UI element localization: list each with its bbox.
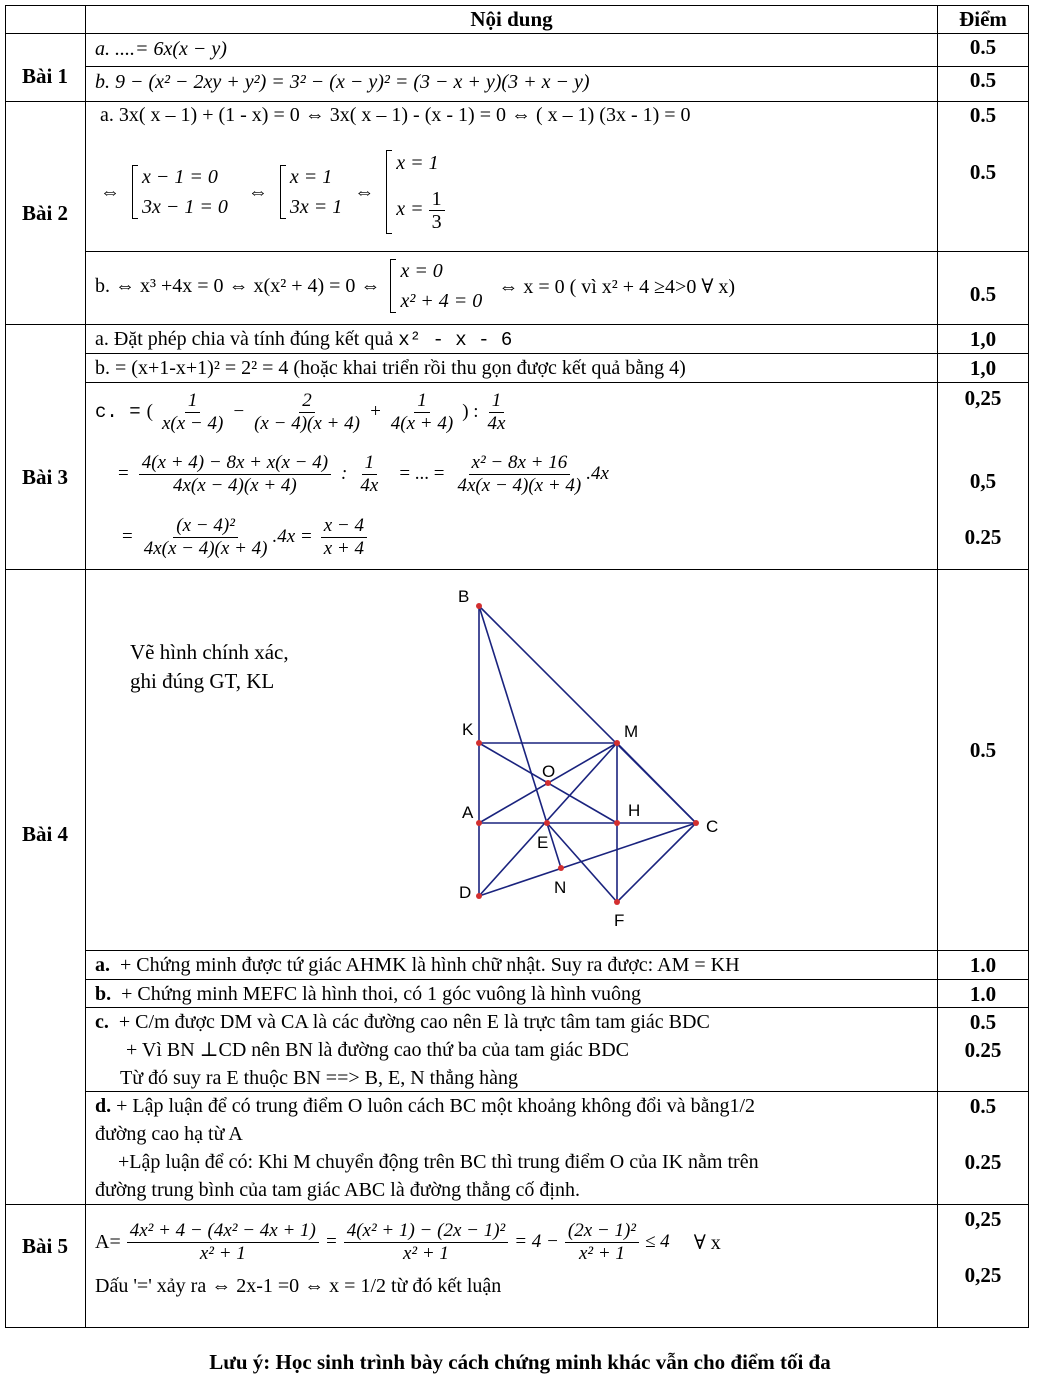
bai2-system-2: x = 1 3x = 1 (280, 162, 342, 222)
bai2-score-a2: 0.5 (969, 160, 997, 184)
bai3-score-c2: 0,5 (969, 469, 997, 493)
bai4-score-a: 1.0 (969, 953, 997, 977)
label-A: A (462, 803, 474, 822)
point-C (693, 820, 699, 826)
bai3-score-c3: 0.25 (964, 525, 1002, 549)
row-label-bai2: Bài 2 (21, 201, 69, 225)
label-B: B (458, 587, 470, 606)
bai4-score-d2: 0.25 (964, 1150, 1002, 1174)
bai5-score-2: 0,25 (964, 1263, 1002, 1287)
point-E (544, 820, 550, 826)
label-K: K (462, 720, 474, 739)
bai5-line2: Dấu '=' xảy ra ⇔ 2x-1 =0 ⇔ x = 1/2 từ đó kết luận (95, 1275, 502, 1297)
bai5-score-1: 0,25 (964, 1207, 1002, 1231)
point-M (614, 740, 620, 746)
row-label-bai4: Bài 4 (21, 822, 69, 846)
header-content: Nội dung (470, 7, 553, 31)
bai4-a: a. + Chứng minh được tứ giác AHMK là hình chữ nhật. Suy ra được: AM = KH (95, 954, 740, 976)
bai4-b: b. + Chứng minh MEFC là hình thoi, có 1 góc vuông là hình vuông (95, 983, 642, 1005)
label-H: H (628, 801, 641, 820)
bai2-a: a. 3x( x – 1) + (1 - x) = 0 ⇔ 3x( x – 1) - (x - 1) = 0 ⇔ ( x – 1) (3x - 1) = 0 (100, 104, 691, 126)
bai4-score-d1: 0.5 (969, 1094, 997, 1118)
equiv-symbol: ⇔ (354, 180, 375, 203)
point-D (476, 893, 482, 899)
label-C: C (706, 817, 719, 836)
bai3-c-line3: = $\frac{\text{(x − 4)²}}{4x(x - 4)(x + 4)}$ .4x = $\frac{x - 4}{x + 4}$ (122, 511, 367, 563)
bai4-d1: d. + Lập luận để có trung điểm O luôn cách BC một khoảng không đổi và bằng1/2 (95, 1095, 756, 1117)
bai3-c-line2: = $\frac{4(x + 4) - 8x + x(x - 4)}{4x(x - 4)(x + 4)}$ : $\frac{1}{4x}$ = ... = $\frac{\text{x² − 8x + 16}}{4x(x - 4)(x + 4)}$ .4x (118, 451, 609, 496)
point-F (614, 899, 620, 905)
point-A (476, 820, 482, 826)
bai1-score-b: 0.5 (969, 68, 997, 92)
label-O: O (542, 762, 556, 781)
row-label-bai1: Bài 1 (21, 64, 69, 88)
bai2-system-3: x = 1 x = $\frac{1}{3}$ (386, 149, 444, 235)
bai2-b: b. ⇔ x³ +4x = 0 ⇔ x(x² + 4) = 0 ⇔ x = 0 x² + 4 = 0 ⇔ x = 0 ( vì x² + 4 ≥4>0 ∀ x) (95, 256, 735, 316)
bai3-c-line1: c. = ( $\frac{1}{x(x - 4)}$ − $\frac{2}{(x - 4)(x + 4)}$ + $\frac{1}{4(x + 4)}$ ) : $\frac{1}{4x}$ (95, 389, 506, 434)
bai1-b: b. 9 − (x² − 2xy + y²) = 3² − (x − y)² = (3 − x + y)(3 + x − y) (95, 71, 590, 93)
bai1-a: a. ....= 6x(x − y) (95, 38, 227, 60)
label-N: N (554, 878, 567, 897)
label-E: E (537, 833, 549, 852)
point-K (476, 740, 482, 746)
row-label-bai5: Bài 5 (21, 1234, 69, 1258)
bai2-score-b: 0.5 (969, 282, 997, 306)
label-M: M (624, 722, 639, 741)
bai4-note-1: Vẽ hình chính xác, (130, 640, 289, 664)
point-N (558, 865, 564, 871)
bai4-d3: +Lập luận để có: Khi M chuyển động trên BC thì trung điểm O của IK nằm trên (118, 1151, 759, 1173)
bai4-score-c2: 0.25 (964, 1038, 1002, 1062)
bai4-note-2: ghi đúng GT, KL (130, 669, 275, 693)
bai4-c2: + Vì BN ⊥CD nên BN là đường cao thứ ba của tam giác BDC (126, 1039, 630, 1061)
point-H (614, 820, 620, 826)
bai4-c1: c. + C/m được DM và CA là các đường cao nên E là trực tâm tam giác BDC (95, 1011, 710, 1033)
header-score: Điểm (959, 7, 1007, 31)
point-B (476, 603, 482, 609)
bai2-b-system: x = 0 x² + 4 = 0 (390, 256, 482, 316)
bai4-score-fig: 0.5 (969, 738, 997, 762)
bai5-line1: A= $\frac{\text{4x² + 4 − (4x² − 4x + 1)}}{\text{x² + 1}}$ = $\frac{\text{4(x² + 1) − (2x − 1)²}}{\text{x² + 1}}$ = 4 − $\frac{\text{(2x − 1)²}}{\text{x² + 1}}$ ≤ 4 ∀ x (95, 1219, 721, 1264)
equiv-symbol: ⇔ (247, 180, 268, 203)
bai4-score-b: 1.0 (969, 982, 997, 1006)
equiv-symbol: ⇔ (100, 180, 120, 203)
bai3-score-b: 1,0 (969, 356, 997, 380)
label-F: F (614, 911, 625, 930)
segment-BN (479, 606, 561, 868)
segment-FC (617, 823, 696, 902)
bai3-score-a: 1,0 (969, 327, 997, 351)
bai2-system-1: x − 1 = 0 3x − 1 = 0 (132, 162, 228, 222)
bai3-b: b. = (x+1-x+1)² = 2² = 4 (hoặc khai triển rồi thu gọn được kết quả bằng 4) (95, 357, 686, 379)
bai4-score-c1: 0.5 (969, 1010, 997, 1034)
bai4-d4: đường trung bình của tam giác ABC là đường thẳng cố định. (95, 1179, 580, 1201)
label-D: D (459, 883, 472, 902)
bai3-a: a. Đặt phép chia và tính đúng kết quả x² - x - 6 (95, 328, 513, 351)
bai3-score-c1: 0,25 (964, 386, 1002, 410)
bai1-score-a: 0.5 (969, 35, 997, 59)
bai4-d2: đường cao hạ từ A (95, 1123, 243, 1145)
bai4-c3: Từ đó suy ra E thuộc BN ==> B, E, N thẳng hàng (120, 1067, 518, 1089)
bai2-score-a: 0.5 (969, 103, 997, 127)
row-label-bai3: Bài 3 (21, 465, 69, 489)
footer-note: Lưu ý: Học sinh trình bày cách chứng minh khác vẫn cho điểm tối đa (209, 1350, 831, 1374)
